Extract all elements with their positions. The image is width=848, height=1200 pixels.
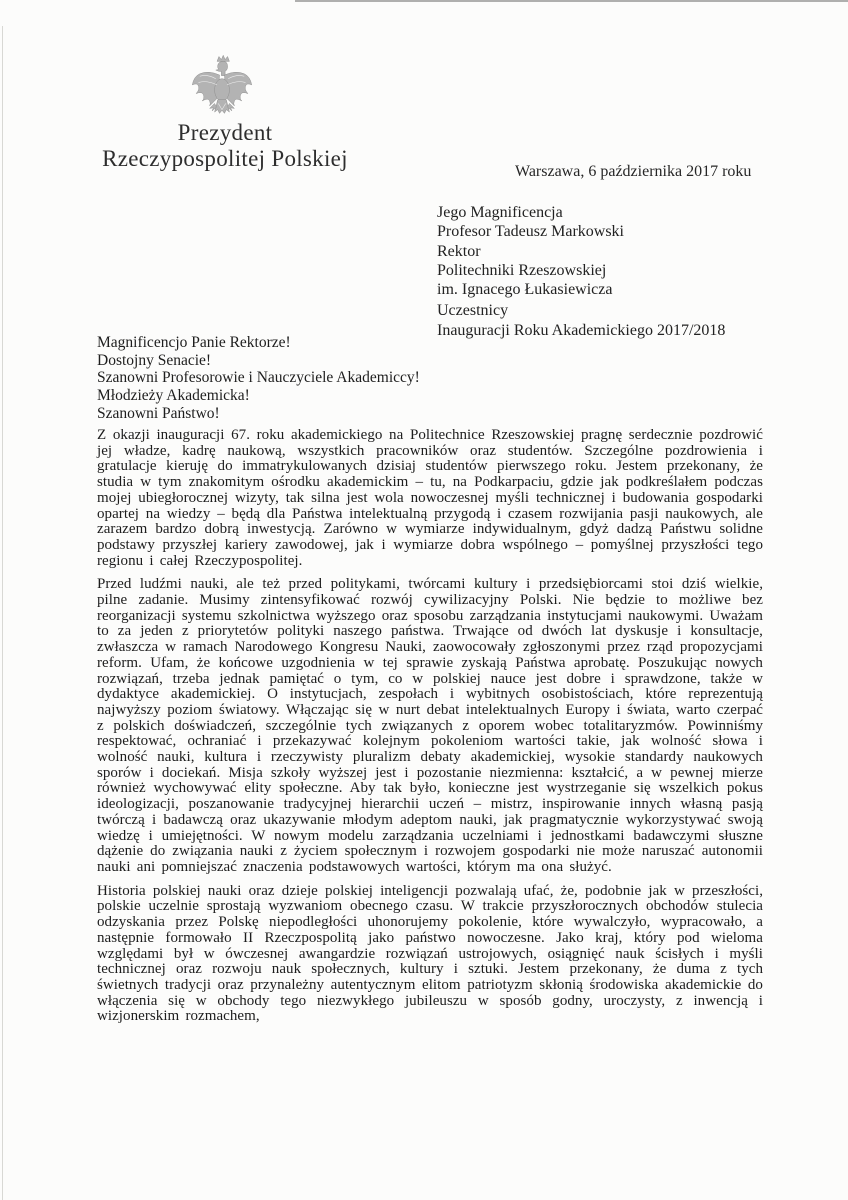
- recipient-line: Jego Magnificencja: [437, 204, 563, 221]
- body-paragraph-2: Przed ludźmi nauki, ale też przed politykami, twórcami kultury i przedsiębiorcami stoi dziś wielkie, pilne zadanie. Musimy zintensyfikować rozwój cywilizacyjny Polski. Nie będzie to możliwe bez reorganizacji systemu szkolnictwa wyższego oraz sposobu zarządzania instytucjami naukowymi. Uważam to za jeden z priorytetów polityki naszego państwa. Trwające od dwóch lat dyskusje i konsultacje, zwłaszcza w ramach Narodowego Kongresu Nauki, zaowocowały zgłoszonymi przez rząd propozycjami reform. Ufam, że końcowe uzgodnienia w tej sprawie zyskają Państwa aprobatę. Poszukując nowych rozwiązań, trzeba jednak pamiętać o tym, co w polskiej nauce jest dobre i sprawdzone, także w dydaktyce akademickiej. O instytucjach, zespołach i wybitnych osobistościach, które reprezentują najwyższy poziom światowy. Włączając się w nurt debat intelektualnych Europy i świata, warto czerpać z polskich doświadczeń, szczególnie tych związanych z oporem wobec totalitaryzmów. Powinniśmy respektować, ochraniać i przekazywać kolejnym pokoleniom wartości takie, jak wolność słowa i wolność nauki, kultura i rzeczywisty pluralizm debaty akademickiej, wysokie standardy naukowych sporów i dociekań. Misja szkoły wyższej jest i pozostanie niezmienna: kształcić, a w pewnej mierze również wychowywać elity społeczne. Aby tak było, konieczne jest wystrzeganie się wszelkich pokus ideologizacji, poszanowanie tradycyjnej hierarchii uczeń – mistrz, inspirowanie innych własną pasją twórczą i badawczą oraz ukazywanie młodym adeptom nauki, jak pragmatycznie wykorzystywać swoją wiedzę i umiejętności. W nowym modelu zarządzania uczelniami i jednostkami badawczymi słuszne dążenie do związania nauki z życiem społecznym i rozwojem gospodarki nie może naruszać autonomii nauki ani pomniejszać znaczenia podstawowych wartości, którym ma ona służyć.: [97, 576, 764, 875]
- salutation-line: Szanowni Państwo!: [97, 404, 220, 422]
- salutation-line: Dostojny Senacie!: [97, 351, 212, 369]
- scan-artifact-top: [295, 0, 848, 2]
- sender-office: [75, 120, 375, 172]
- letter-body: [97, 428, 763, 1033]
- body-paragraph-1: Z okazji inauguracji 67. roku akademickiego na Politechnice Rzeszowskiej pragnę serdecznie pozdrowić jej władze, kadrę naukową, wszystkich pracowników oraz studentów. Szczególne pozdrowienia i gratulacje kieruję do immatrykulowanych dzisiaj studentów pierwszego roku. Jestem przekonany, że studia w tym znakomitym ośrodku akademickim – tu, na Podkarpaciu, gdzie jak podkreślałem podczas mojej ubiegłorocznej wizyty, tak silna jest wola nowoczesnej myśli technicznej i budowania gospodarki opartej na wiedzy – będą dla Państwa intelektualną przygodą i czasem rozwijania pasji naukowych, ale zarazem bardzo dobrą inwestycją. Zarówno w wymiarze indywidualnym, gdyż dadzą Państwu solidne podstawy przyszłej kariery zawodowej, jak i wymiarze dobra wspólnego – pomyślnej przyszłości tego regionu i całej Rzeczypospolitej.: [97, 427, 763, 569]
- salutation-line: Szanowni Profesorowie i Nauczyciele Akademiccy!: [97, 369, 420, 387]
- recipient-line: Profesor Tadeusz Markowski: [437, 223, 624, 241]
- dateline: Warszawa, 6 października 2017 roku: [515, 163, 752, 180]
- recipient-line: im. Ignacego Łukasiewicza: [437, 281, 613, 299]
- recipient-block: [437, 203, 725, 340]
- recipient-participants: [437, 301, 725, 340]
- recipient-line: Rektor: [437, 242, 481, 260]
- salutation-line: Młodzieży Akademicka!: [97, 387, 250, 405]
- recipient-line: Uczestnicy: [437, 302, 509, 320]
- scan-artifact-left-edge: [2, 26, 3, 1200]
- polish-eagle-emblem: [191, 54, 253, 122]
- recipient-addressee: [437, 203, 725, 299]
- salutation-line: Magnificencjo Panie Rektorze!: [97, 334, 291, 351]
- sender-office-line1: Prezydent: [177, 120, 273, 145]
- recipient-line: Inauguracji Roku Akademickiego 2017/2018: [437, 321, 726, 339]
- salutation-block: [97, 334, 420, 423]
- body-paragraph-3: Historia polskiej nauki oraz dzieje polskiej inteligencji pozwalają ufać, że, podobnie jak w przeszłości, polskie uczelnie sprostają wyzwaniom obecnego czasu. W trakcie przyszłorocznych obchodów stulecia odzyskania przez Polskę niepodległości uhonorujemy pokolenie, które wywalczyło, wypracowało, a następnie formowało II Rzeczpospolitą jako państwo nowoczesne. Jako kraj, który pod wieloma względami był w ówczesnej awangardzie rozwiązań ustrojowych, osiągnięć nauk ścisłych i myśli technicznej oraz rozwoju nauk społecznych, kultury i sztuki. Jestem przekonany, że duma z tych świetnych tradycji oraz przynależny autentycznym elitom patriotyzm skłonią środowiska akademickie do włączenia się w obchody tego niezwykłego jubileuszu w sposób godny, uroczysty, z inwencją i wizjonerskim rozmachem,: [97, 882, 763, 1025]
- sender-office-line2: Rzeczypospolitej Polskiej: [102, 146, 348, 171]
- recipient-line: Politechniki Rzeszowskiej: [437, 261, 607, 279]
